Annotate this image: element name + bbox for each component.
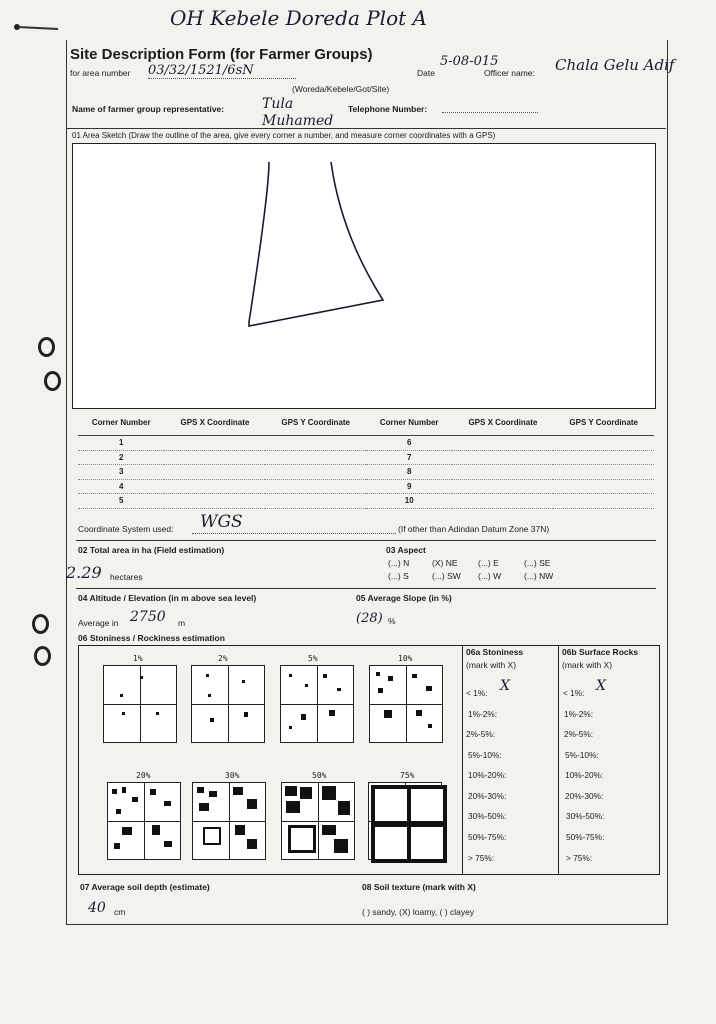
grid-label: 10%: [398, 654, 413, 663]
aspect-label: 03 Aspect: [386, 545, 426, 555]
punch-hole: [38, 337, 55, 357]
altitude-label: 04 Altitude / Elevation (in m above sea level): [78, 593, 257, 603]
stoniness-mark: X: [500, 678, 510, 694]
gps-header: Corner Number: [366, 409, 452, 436]
page-title: Site Description Form (for Farmer Groups): [70, 46, 373, 63]
altitude-value[interactable]: 2750: [130, 609, 166, 625]
gps-cell[interactable]: [452, 479, 553, 494]
corner-number: 3: [78, 465, 164, 480]
gps-cell[interactable]: [553, 436, 654, 451]
gps-cell[interactable]: [452, 450, 553, 465]
soil-depth-label: 07 Average soil depth (estimate): [80, 882, 210, 892]
gps-cell[interactable]: [164, 436, 265, 451]
stoniness-opt[interactable]: 2%-5%:: [466, 729, 496, 739]
stoniness-opt[interactable]: 5%-10%:: [468, 750, 502, 760]
gps-cell[interactable]: [164, 465, 265, 480]
gps-cell[interactable]: [265, 494, 366, 509]
rocks-opt[interactable]: 50%-75%:: [566, 832, 605, 842]
gps-header: GPS Y Coordinate: [553, 409, 654, 436]
gps-cell[interactable]: [164, 494, 265, 509]
officer-label: Officer name:: [484, 68, 535, 78]
rocks-opt[interactable]: 10%-20%:: [565, 770, 604, 780]
gps-cell[interactable]: [164, 450, 265, 465]
stoniness-grid-50: [281, 782, 355, 860]
grid-label: 5%: [308, 654, 318, 663]
date-value[interactable]: 5-08-015: [440, 54, 499, 69]
punch-hole: [44, 371, 61, 391]
stoniness-opt[interactable]: 1%-2%:: [468, 709, 498, 719]
gps-cell[interactable]: [452, 494, 553, 509]
corner-number: 8: [366, 465, 452, 480]
stoniness-opt[interactable]: 30%-50%:: [468, 811, 507, 821]
coord-value[interactable]: WGS: [200, 512, 243, 532]
rocks-opt[interactable]: 2%-5%:: [564, 729, 594, 739]
gps-cell[interactable]: [553, 494, 654, 509]
grid-label: 30%: [225, 771, 240, 780]
table-row: [78, 436, 654, 451]
divider: [558, 645, 559, 874]
stoniness-grid-5: [280, 665, 354, 743]
date-label: Date: [417, 68, 435, 78]
table-row: [78, 479, 654, 494]
soil-depth-value[interactable]: 40: [88, 900, 106, 916]
slope-unit: %: [388, 616, 396, 626]
rocks-opt[interactable]: > 75%:: [566, 853, 593, 863]
slope-label: 05 Average Slope (in %): [356, 593, 452, 603]
total-area-value[interactable]: 2.29: [66, 563, 102, 582]
stoniness-opt[interactable]: 20%-30%:: [468, 791, 507, 801]
stoniness-grid-1: [103, 665, 177, 743]
aspect-ne[interactable]: (X) NE: [432, 558, 458, 568]
grid-label: 75%: [400, 771, 415, 780]
punch-hole: [34, 646, 51, 666]
rule: [76, 588, 656, 589]
corner-number: 10: [366, 494, 452, 509]
gps-header: GPS X Coordinate: [452, 409, 553, 436]
aspect-sw[interactable]: (...) SW: [432, 571, 461, 581]
stoniness-label: 06 Stoniness / Rockiness estimation: [78, 633, 225, 643]
hectares-label: hectares: [110, 572, 143, 582]
sketch-drawing: [73, 144, 655, 408]
table-row: [78, 465, 654, 480]
tel-field[interactable]: [442, 112, 538, 113]
gps-header: Corner Number: [78, 409, 164, 436]
area-number-line: [148, 78, 296, 79]
gps-cell[interactable]: [265, 479, 366, 494]
rep-label: Name of farmer group representative:: [72, 104, 225, 114]
gps-cell[interactable]: [265, 436, 366, 451]
grid-label: 2%: [218, 654, 228, 663]
aspect-n[interactable]: (...) N: [388, 558, 410, 568]
rocks-opt[interactable]: 30%-50%:: [566, 811, 605, 821]
rocks-opt[interactable]: 20%-30%:: [565, 791, 604, 801]
stoniness-grid-20: [107, 782, 181, 860]
stoniness-opt[interactable]: 50%-75%:: [468, 832, 507, 842]
rocks-col-title: 06b Surface Rocks: [562, 647, 639, 657]
stoniness-opt[interactable]: 10%-20%:: [468, 770, 507, 780]
rule: [76, 540, 656, 541]
gps-cell[interactable]: [553, 479, 654, 494]
tel-label: Telephone Number:: [348, 104, 428, 114]
sketch-label: 01 Area Sketch (Draw the outline of the area, give every corner a number, and measure corner coordinates with a GPS): [72, 131, 496, 140]
gps-table: [78, 409, 654, 509]
soil-texture-value[interactable]: ( ) sandy, (X) loamy, ( ) clayey: [362, 907, 475, 917]
rocks-opt[interactable]: 5%-10%:: [565, 750, 599, 760]
gps-header: GPS X Coordinate: [164, 409, 265, 436]
corner-number: 5: [78, 494, 164, 509]
table-row: [78, 450, 654, 465]
punch-hole: [32, 614, 49, 634]
coord-note: (If other than Adindan Datum Zone 37N): [398, 524, 550, 534]
rocks-mark-note: (mark with X): [562, 660, 613, 670]
gps-cell[interactable]: [164, 479, 265, 494]
stoniness-grid-2: [191, 665, 265, 743]
grid-label: 50%: [312, 771, 327, 780]
total-area-label: 02 Total area in ha (Field estimation): [78, 545, 225, 555]
stoniness-grid-10: [369, 665, 443, 743]
rule: [66, 128, 666, 129]
corner-number: 4: [78, 479, 164, 494]
aspect-s[interactable]: (...) S: [388, 571, 409, 581]
woreda-note: (Woreda/Kebele/Got/Site): [292, 84, 390, 94]
corner-number: 7: [366, 450, 452, 465]
gps-cell[interactable]: [265, 450, 366, 465]
rocks-mark: X: [596, 678, 606, 694]
soil-depth-unit: cm: [114, 907, 126, 917]
rocks-opt[interactable]: < 1%:: [563, 688, 585, 698]
stoniness-opt[interactable]: < 1%:: [466, 688, 488, 698]
gps-cell[interactable]: [452, 465, 553, 480]
gps-cell[interactable]: [553, 465, 654, 480]
area-number-value[interactable]: 03/32/1521/6sN: [148, 63, 254, 78]
stoniness-grid-30: [192, 782, 266, 860]
gps-cell[interactable]: [452, 436, 553, 451]
stoniness-grid-75: [368, 782, 442, 860]
coord-label: Coordinate System used:: [78, 524, 174, 534]
grid-label: 20%: [136, 771, 151, 780]
corner-number: 6: [366, 436, 452, 451]
table-row: [78, 494, 654, 509]
ink-stroke: [18, 26, 58, 30]
altitude-prefix: Average in: [78, 618, 119, 628]
area-number-label: for area number: [70, 68, 131, 78]
aspect-nw[interactable]: (...) NW: [524, 571, 554, 581]
aspect-e[interactable]: (...) E: [478, 558, 499, 568]
rep-value[interactable]: Tula Muhamed: [262, 96, 334, 129]
altitude-unit: m: [178, 618, 186, 628]
gps-cell[interactable]: [265, 465, 366, 480]
grid-label: 1%: [133, 654, 143, 663]
coord-line: [192, 533, 396, 534]
aspect-w[interactable]: (...) W: [478, 571, 502, 581]
aspect-se[interactable]: (...) SE: [524, 558, 551, 568]
gps-header: GPS Y Coordinate: [265, 409, 366, 436]
sketch-box[interactable]: [72, 143, 656, 409]
gps-cell[interactable]: [553, 450, 654, 465]
header-note: OH Kebele Doreda Plot A: [170, 6, 427, 30]
soil-texture-label: 08 Soil texture (mark with X): [362, 882, 476, 892]
officer-value[interactable]: Chala Gelu Adif: [555, 56, 675, 74]
divider: [462, 645, 463, 874]
rocks-opt[interactable]: 1%-2%:: [564, 709, 594, 719]
corner-number: 9: [366, 479, 452, 494]
slope-value[interactable]: (28): [356, 611, 383, 626]
corner-number: 2: [78, 450, 164, 465]
stoniness-mark-note: (mark with X): [466, 660, 517, 670]
stoniness-col-title: 06a Stoniness: [466, 647, 524, 657]
corner-number: 1: [78, 436, 164, 451]
stoniness-opt[interactable]: > 75%:: [468, 853, 495, 863]
